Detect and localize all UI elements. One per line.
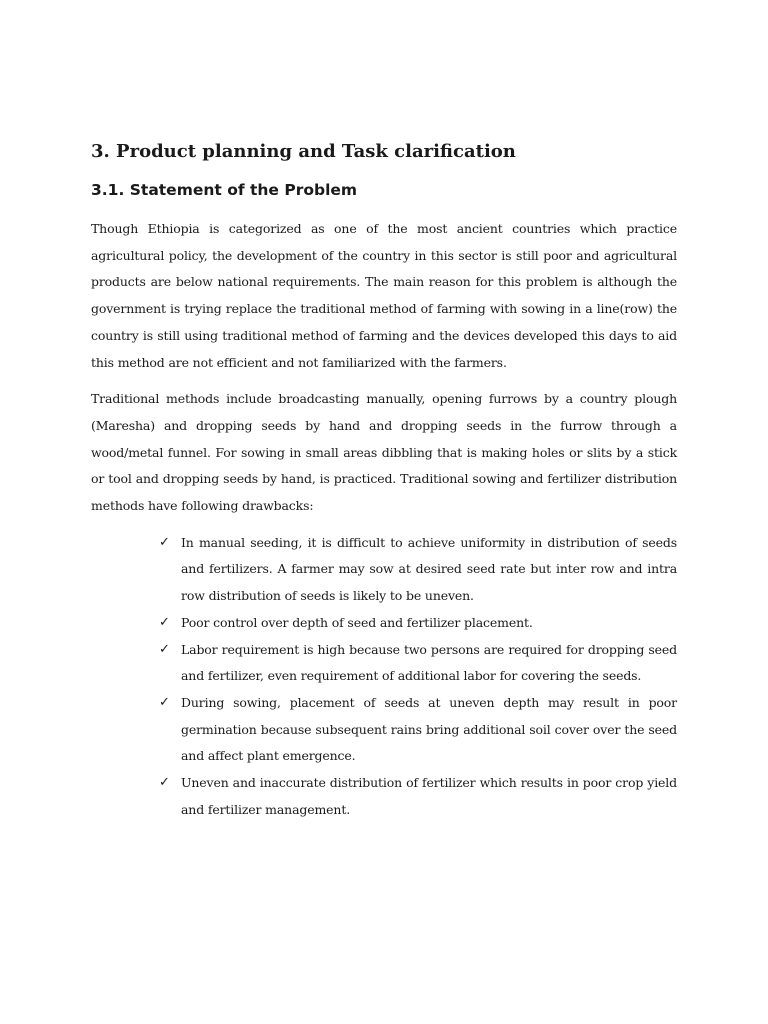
drawbacks-list <box>91 530 677 824</box>
checkmark-icon: ✓ <box>159 641 170 657</box>
document-content <box>91 136 677 823</box>
subsection-heading: 3.1. Statement of the Problem <box>91 181 358 199</box>
paragraph-traditional-methods: Traditional methods include broadcasting manually, opening furrows by a country plough (Maresha) and dropping seeds by hand and dropping seeds in the furrow through a wood/metal funnel. For sowing in small areas dibbling that is making holes or slits by a stick or tool and dropping seeds by hand, is practiced. Traditional sowing and fertilizer distribution methods have following drawbacks: <box>91 391 677 514</box>
paragraph-problem-statement: Though Ethiopia is categorized as one of the most ancient countries which practice agricultural policy, the development of the country in this sector is still poor and agricultural products are below national requirements. The main reason for this problem is although the government is trying replace the traditional method of farming with sowing in a line(row) the country is still using traditional method of farming and the devices developed this days to aid this method are not efficient and not familiarized with the farmers. <box>91 221 677 370</box>
list-item <box>159 610 677 637</box>
list-item-text: Uneven and inaccurate distribution of fertilizer which results in poor crop yield and fertilizer management. <box>181 775 677 817</box>
checkmark-icon: ✓ <box>159 614 170 630</box>
list-item <box>159 690 677 770</box>
list-item <box>159 770 677 823</box>
list-item-text: In manual seeding, it is difficult to achieve uniformity in distribution of seeds and fertilizers. A farmer may sow at desired seed rate but inter row and intra row distribution of seeds is likely to be uneven. <box>181 534 677 604</box>
list-item-text: Poor control over depth of seed and fertilizer placement. <box>181 614 533 630</box>
list-item-text: During sowing, placement of seeds at uneven depth may result in poor germination because subsequent rains bring additional soil cover over the seed and affect plant emergence. <box>181 694 677 764</box>
checkmark-icon: ✓ <box>159 694 170 710</box>
list-item <box>159 530 677 610</box>
section-heading: 3. Product planning and Task clarification <box>91 141 516 162</box>
list-item <box>159 637 677 690</box>
list-item-text: Labor requirement is high because two persons are required for dropping seed and fertilizer, even requirement of additional labor for covering the seeds. <box>181 641 677 684</box>
checkmark-icon: ✓ <box>159 775 170 791</box>
checkmark-icon: ✓ <box>159 534 170 550</box>
